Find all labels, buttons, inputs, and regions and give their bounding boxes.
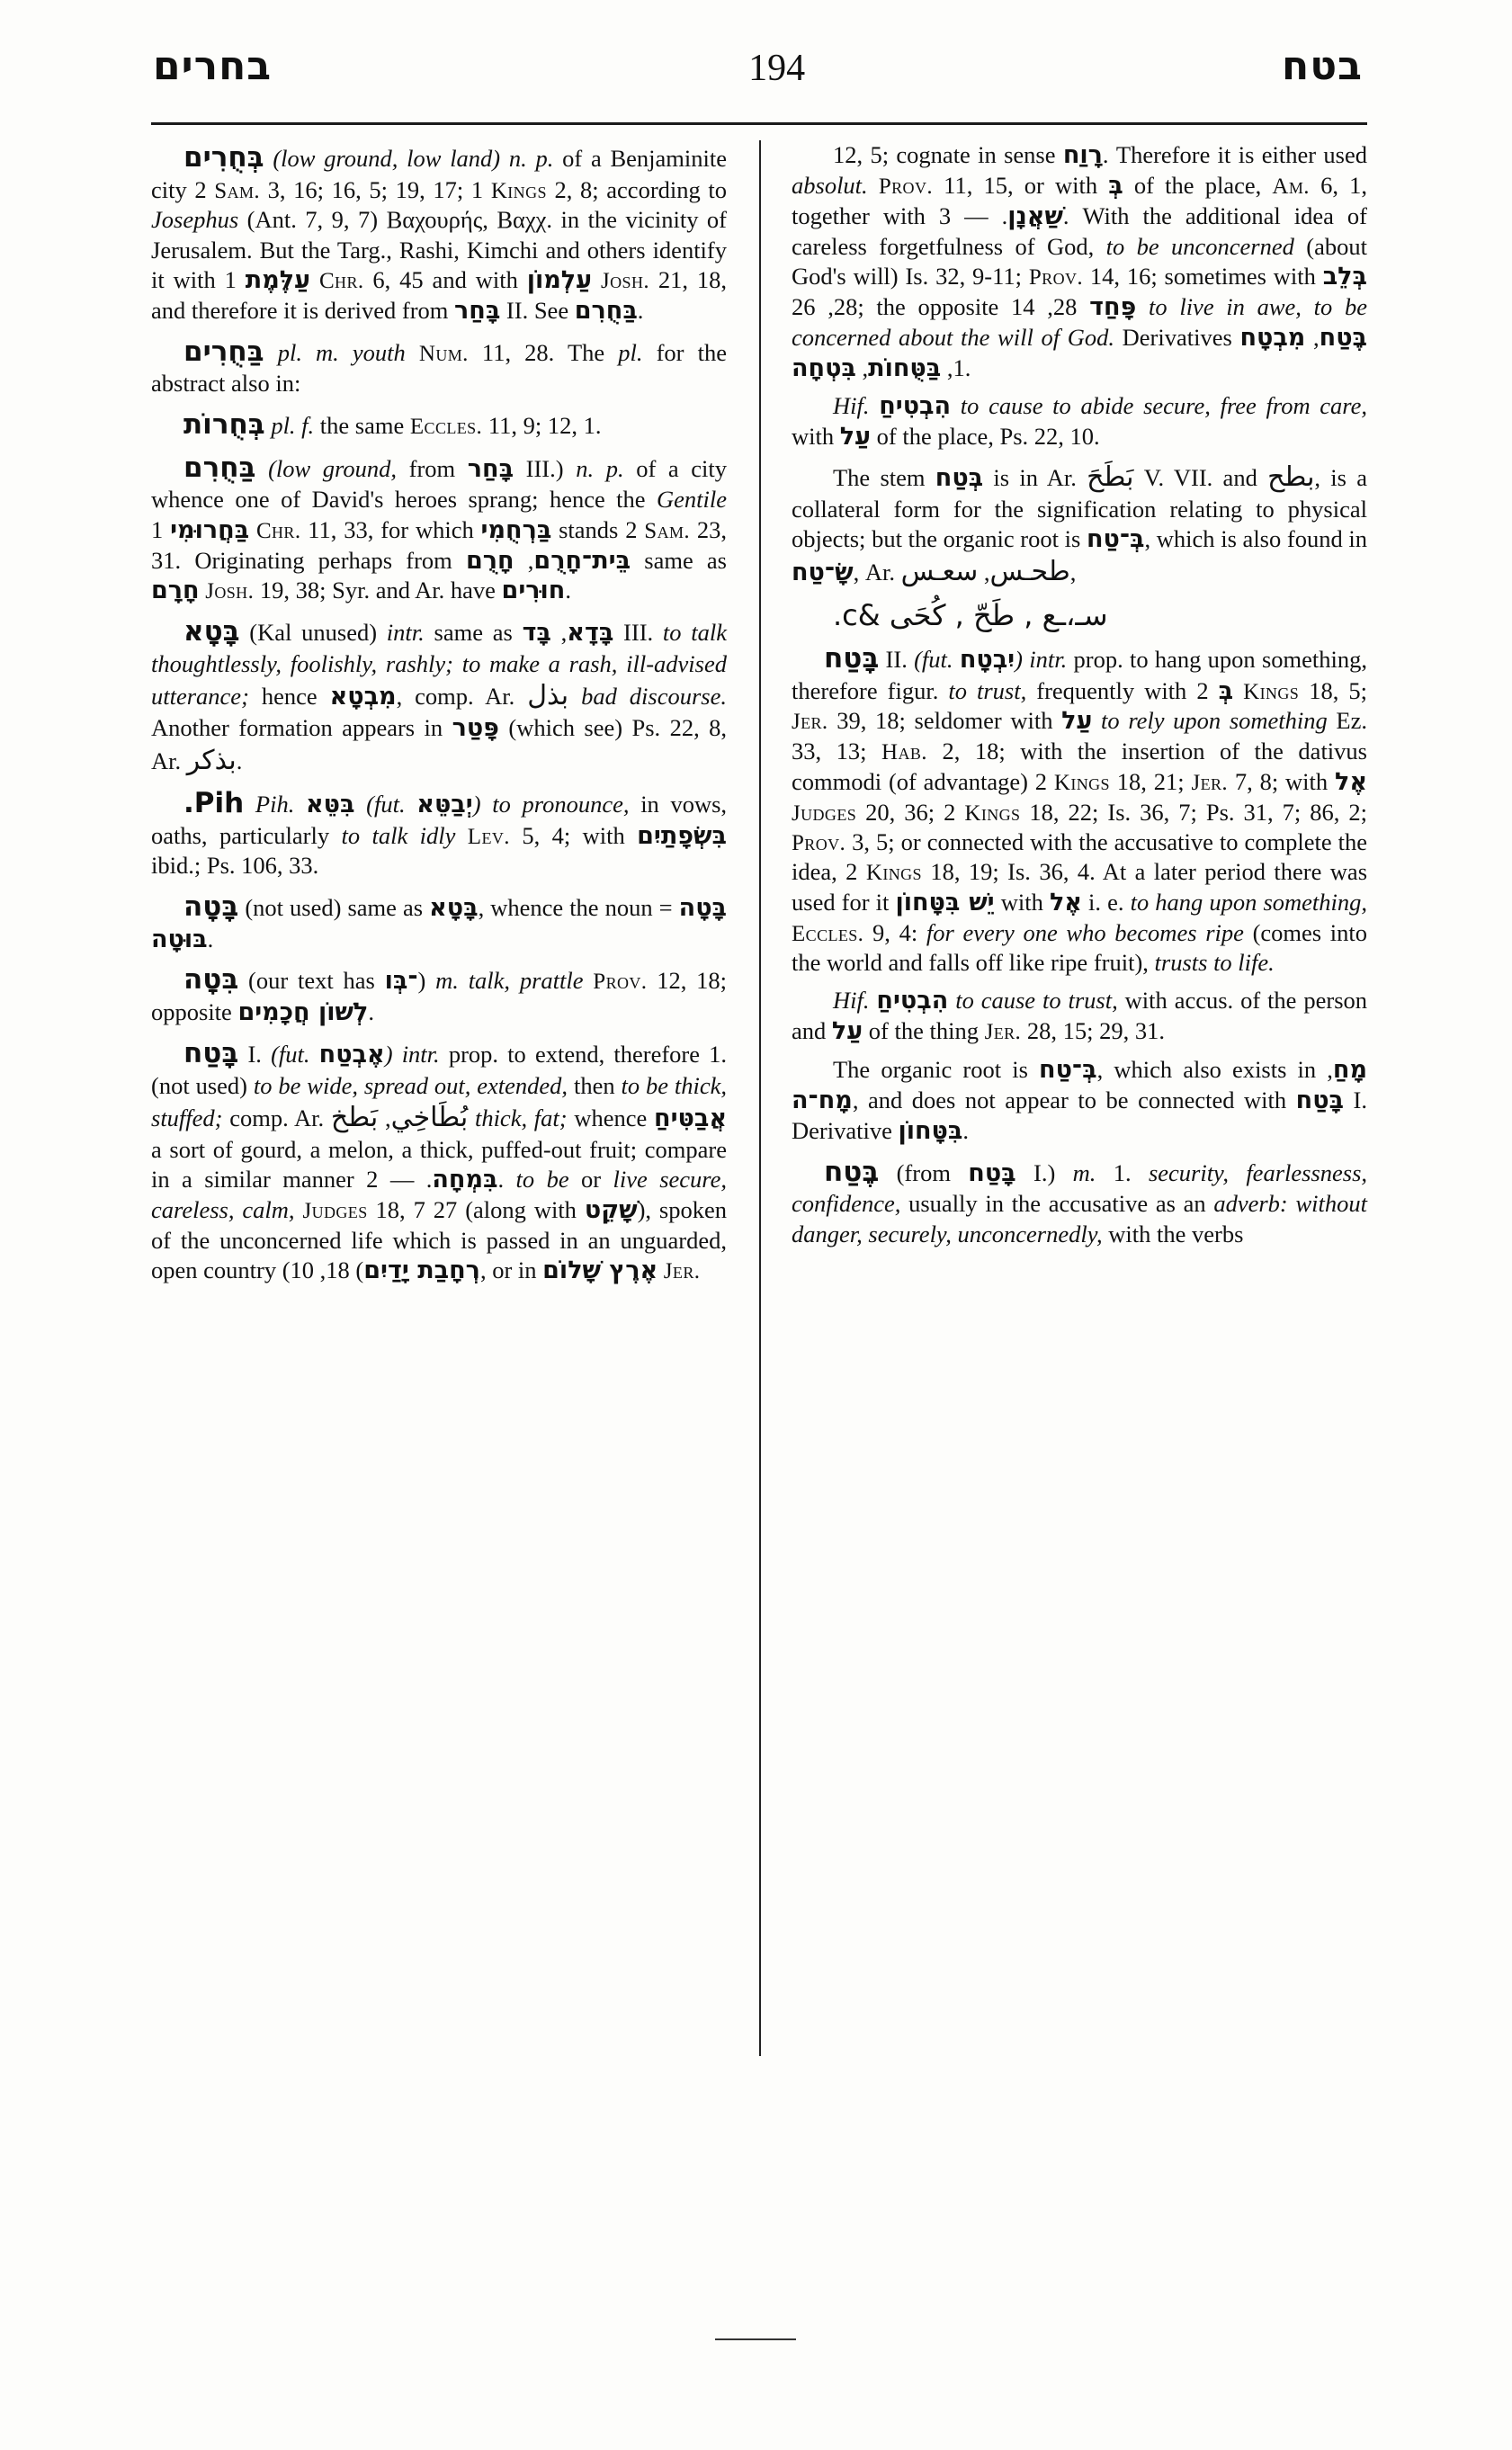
entry-bachurim-3 (151, 451, 727, 607)
entry-body: Pih. בִּטֵּא (fut. יְבַטֵּא) to pronounce, in vows, oaths, particularly to talk idly Lev. 5, 4; with בִּשְׂפָתַיִם ibid.; Ps. 106, 33. (151, 790, 728, 880)
entry-bata (151, 614, 727, 777)
entry-bachurim-1 (151, 140, 727, 326)
entry-body: II. (fut. יִבְטָח) intr. prop. to hang upon something, therefore figur. to trust, frequently with בְּ 2 Kings 18, 5; Jer. 39, 18; seldomer with עַל to rely upon something Ez. 33, 13; Hab. 2, 18; with the insertion of the dativus commodi (of advantage) 2 Kings 18, 21; Jer. 7, 8; with אֶל Judges 20, 36; 2 Kings 18, 22; Is. 36, 7; Ps. 31, 7; 86, 2; Prov. 3, 5; or connected with the accusative to complete the idea, 2 Kings 18, 19; Is. 36, 4. At a later period there was used for it יֵשׁ בִּטָּחוֹן with אֶל i. e. to hang upon something, Eccles. 9, 4: for every one who becomes ripe (comes into the world and falls off like ripe fruit), trusts to life. (792, 645, 1368, 976)
entry-body: سـ،ـع , طَحّ , كُحَى &c. (833, 597, 1108, 632)
entry-stem-1 (792, 460, 1367, 588)
entry-hif-2 (792, 986, 1367, 1047)
entry-headword: בַּחֻרִם (183, 451, 256, 484)
entry-body: The stem בְּטַח is in Ar. بَطَحَ V. VII. and بطح, is a collateral form for the signification relating to physical objects; but the organic root is בְּ־טַח, which is also found in שָׂ־טַח, Ar. طحـس, سعـس , (792, 461, 1368, 587)
entry-batach-II (792, 641, 1367, 979)
entry-headword: בְּחֻרוֹת (183, 407, 265, 441)
entry-body: (our text has ־בְּו) m. talk, prattle Prov. 12, 18; opposite לְשׁוֹן חֲכָמִים. (151, 967, 727, 1027)
entry-body: The organic root is בְּ־טַח, which also exists in מָחַ, מָח־ה, and does not appear to be connected with בָּטַח I. Derivative בִּטָּחוֹן. (792, 1055, 1367, 1145)
entry-headword: בֶּטַח (824, 1155, 880, 1188)
entry-arabic-line (792, 597, 1367, 633)
entry-cont-1 (792, 140, 1367, 383)
entry-bechurot (151, 407, 727, 443)
entry-body: Hif. הִבְטִיחַ to cause to abide secure, free from care, with עַל of the place, Ps. 22, 10. (792, 392, 1368, 452)
page-number: 194 (748, 48, 806, 89)
entry-bata-he (151, 890, 727, 955)
entry-body: (low ground, from בָּחַר III.) n. p. of a city whence one of David's heroes sprang; hence the Gentile בַּחֲרוּמִי 1 Chr. 11, 33, for which בַּרְחֻמִי stands 2 Sam. 23, 31. Originating perhaps from בֵּית־חָרֻם, חָרֻם same as חָרָם Josh. 19, 38; Syr. and Ar. have חוּרִים. (151, 454, 727, 605)
entry-headword: בָּטַח (824, 641, 880, 675)
entry-batach-I (151, 1036, 727, 1286)
entry-headword: בָּטָא (183, 615, 240, 648)
entry-body: (low ground, low land) n. p. of a Benjaminite city 2 Sam. 3, 16; 16, 5; 19, 17; 1 Kings 2, 8; according to Josephus (Ant. 7, 9, 7) Βαχουρής, Βαχχ. in the vicinity of Jerusalem. But the Targ., Rashi, Kimchi and others identify it with עַלֶּמֶת 1 Chr. 6, 45 and with עַלְמוֹן Josh. 21, 18, and therefore it is derived from בָּחַר II. See בַּחֻרִם. (151, 145, 728, 325)
header-headword-right: בטח (1282, 43, 1363, 89)
page-header (153, 43, 1363, 115)
entry-bitah (151, 962, 727, 1028)
right-column (792, 140, 1367, 2299)
entry-headword: בָּטַח (183, 1037, 239, 1070)
entry-headword: Pih. (183, 786, 245, 819)
footer-rule (715, 2338, 796, 2340)
entry-pih-bitte (151, 786, 727, 881)
entry-organic-root (792, 1055, 1367, 1147)
entry-body: I. (fut. אֶבְטַח) intr. prop. to extend, therefore 1. (not used) to be wide, spread out, extended, then to be thick, stuffed; comp. Ar. بُطَاخِي, بَطخ thick, fat; whence אֲבַטִּיחַ a sort of gourd, a melon, a thick, puffed-out fruit; compare in a similar manner בִּמְחָה. — 2. to be or live secure, careless, calm, Judges 18, 7 27 (along with שָׁקֵט), spoken of the unconcerned life which is passed in an unguarded, open country ( רְחָבַת יָדַיִם) 18, 10, or in אֶרֶץ שָׁלוֹם Jer. (151, 1041, 728, 1285)
header-headword-left: בחרים (153, 43, 273, 89)
header-rule (151, 122, 1367, 125)
entry-betach-noun (792, 1155, 1367, 1249)
entry-headword: בִּטָה (183, 963, 239, 997)
entry-headword: בַּחֻרִים (183, 335, 264, 368)
entry-headword: בְּחֻרִים (183, 141, 264, 174)
entry-body: 12, 5; cognate in sense רָוַח. Therefore it is either used absolut. Prov. 11, 15, or with בְּ of the place, Am. 6, 1, together with שַׁאֲנָן. — 3. With the additional idea of careless forgetfulness of God, to be unconcerned (about God's will) Is. 32, 9-11; Prov. 14, 16; sometimes with בְּלֵב 28, 26; the opposite פָּחַד 28, 14 to live in awe, to be concerned about the will of God. Derivatives בֶּטַח, מִבְטָח 1, בַּטֻּחוֹת, בִּטְחָה . (792, 141, 1367, 382)
left-column (151, 140, 727, 2299)
entry-body: (from בָּטַח I.) m. 1. security, fearlessness, confidence, usually in the accusative as an adverb: without danger, securely, unconcernedly, with the verbs (792, 1158, 1368, 1247)
entry-bachurim-2 (151, 335, 727, 399)
entry-body: (Kal unused) intr. same as בָּדָא, בָּד III. to talk thoughtlessly, foolishly, rashly; to make a rash, ill-advised utterance; hence מִבְטָא, comp. Ar. بذل bad discourse. Another formation appears in פָּטַר (which see) Ps. 22, 8, Ar. بذكر. (151, 619, 728, 776)
entry-body: Hif. הִבְטִיחַ to cause to trust, with accus. of the person and עַל of the thing Jer. 28, 15; 29, 31. (792, 987, 1368, 1046)
text-columns (151, 140, 1367, 2299)
entry-headword: בָּטָה (183, 890, 239, 923)
entry-body: (not used) same as בָּטָא, whence the noun בָּטָה = בּוּטָה. (151, 893, 727, 953)
entry-body: pl. f. the same Eccles. 11, 9; 12, 1. (271, 411, 602, 439)
entry-body: pl. m. youth Num. 11, 28. The pl. for the abstract also in: (151, 338, 727, 398)
entry-hif-1 (792, 391, 1367, 452)
column-divider (759, 140, 761, 2056)
